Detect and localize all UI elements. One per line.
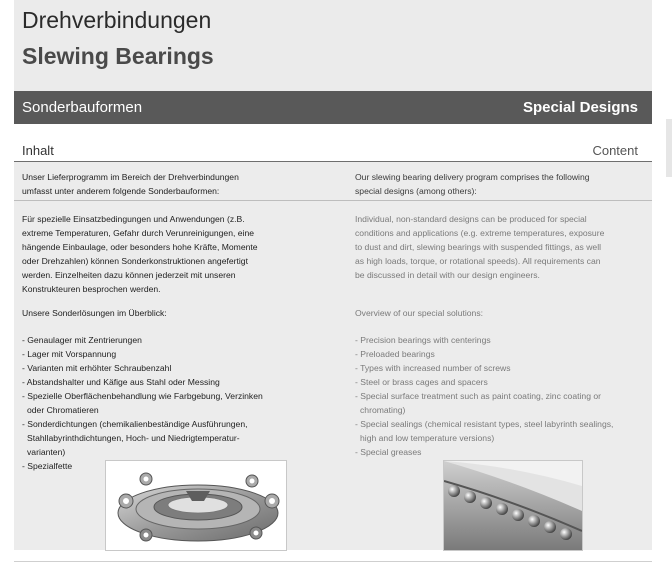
solutions-list-german: [22, 333, 263, 473]
list-item: - Sonderdichtungen (chemikalienbeständige Ausführungen,: [22, 419, 248, 429]
intro-line: umfasst unter anderem folgende Sonderbauformen:: [22, 186, 220, 196]
section-title-english: Special Designs: [522, 99, 638, 116]
bearing-balls-illustration: [444, 461, 582, 550]
content-header-german: Inhalt: [22, 143, 54, 158]
bearing-housing-illustration: [106, 461, 286, 550]
list-item: - Precision bearings with centerings: [355, 335, 491, 345]
list-item: - Preloaded bearings: [355, 349, 435, 359]
list-item: oder Chromatieren: [27, 405, 99, 415]
page-title-german: Drehverbindungen: [22, 7, 212, 33]
intro-line: Our slewing bearing delivery program comprises the following: [355, 172, 590, 182]
paragraph-line: to dust and dirt, slewing bearings with suspended fittings, as well: [355, 242, 602, 252]
list-item: - Spezielle Oberflächenbehandlung wie Farbgebung, Verzinken: [22, 391, 263, 401]
intro-german: [22, 170, 239, 198]
intro-line: special designs (among others):: [355, 186, 477, 196]
list-item: - Abstandshalter und Käfige aus Stahl oder Messing: [22, 377, 220, 387]
solutions-list-english: [355, 333, 613, 459]
paragraph-line: oder Drehzahlen) können Sonderkonstruktionen angefertigt: [22, 256, 248, 266]
paragraph-line: as high loads, torque, or rotational speeds). All requirements can: [355, 256, 601, 266]
paragraph-english: [355, 212, 604, 282]
paragraph-line: Konstrukteuren besprochen werden.: [22, 284, 161, 294]
list-item: - Types with increased number of screws: [355, 363, 511, 373]
overview-heading-german: Unsere Sonderlösungen im Überblick:: [22, 308, 167, 318]
overview-heading-english: Overview of our special solutions:: [355, 308, 484, 318]
paragraph-line: Individual, non-standard designs can be produced for special: [355, 214, 587, 224]
intro-english: [355, 170, 590, 198]
paragraph-line: hängende Einbaulage, oder besonders hohe Kräfte, Momente: [22, 242, 258, 252]
list-item: - Lager mit Vorspannung: [22, 349, 117, 359]
list-item: - Genaulager mit Zentrierungen: [22, 335, 142, 345]
paragraph-line: werden. Einzelheiten dazu können jederzeit mit unseren: [22, 270, 236, 280]
side-tab: [666, 119, 672, 177]
title-block: [14, 0, 652, 91]
paragraph-line: extreme Temperaturen, Gefahr durch Verunreinigungen, eine: [22, 228, 255, 238]
paragraph-german: [22, 212, 258, 296]
page-title-english: Slewing Bearings: [22, 43, 214, 69]
list-item: - Spezialfette: [22, 461, 73, 471]
paragraph-line: Für spezielle Einsatzbedingungen und Anwendungen (z.B.: [22, 214, 245, 224]
list-item: Stahllabyrinthdichtungen, Hoch- und Niedrigtemperatur-: [27, 433, 240, 443]
paragraph-line: be discussed in detail with our design engineers.: [355, 270, 540, 280]
bearing-housing-photo: [105, 460, 287, 551]
list-item: - Special sealings (chemical resistant types, steel labyrinth sealings,: [355, 419, 614, 429]
content-header: [14, 140, 652, 162]
list-item: high and low temperature versions): [360, 433, 495, 443]
bottom-rule: [14, 561, 652, 562]
section-title-german: Sonderbauformen: [22, 99, 143, 116]
section-bar: [14, 91, 652, 124]
list-item: - Steel or brass cages and spacers: [355, 377, 488, 387]
content-header-english: Content: [592, 143, 638, 158]
intro-line: Unser Lieferprogramm im Bereich der Drehverbindungen: [22, 172, 239, 182]
intro-divider: [14, 200, 652, 201]
list-item: - Special greases: [355, 447, 422, 457]
bearing-balls-photo: [443, 460, 583, 551]
list-item: - Special surface treatment such as paint coating, zinc coating or: [355, 391, 602, 401]
list-item: - Varianten mit erhöhter Schraubenzahl: [22, 363, 172, 373]
list-item: chromating): [360, 405, 406, 415]
list-item: varianten): [27, 447, 66, 457]
paragraph-line: conditions and applications (e.g. extreme temperatures, exposure: [355, 228, 605, 238]
